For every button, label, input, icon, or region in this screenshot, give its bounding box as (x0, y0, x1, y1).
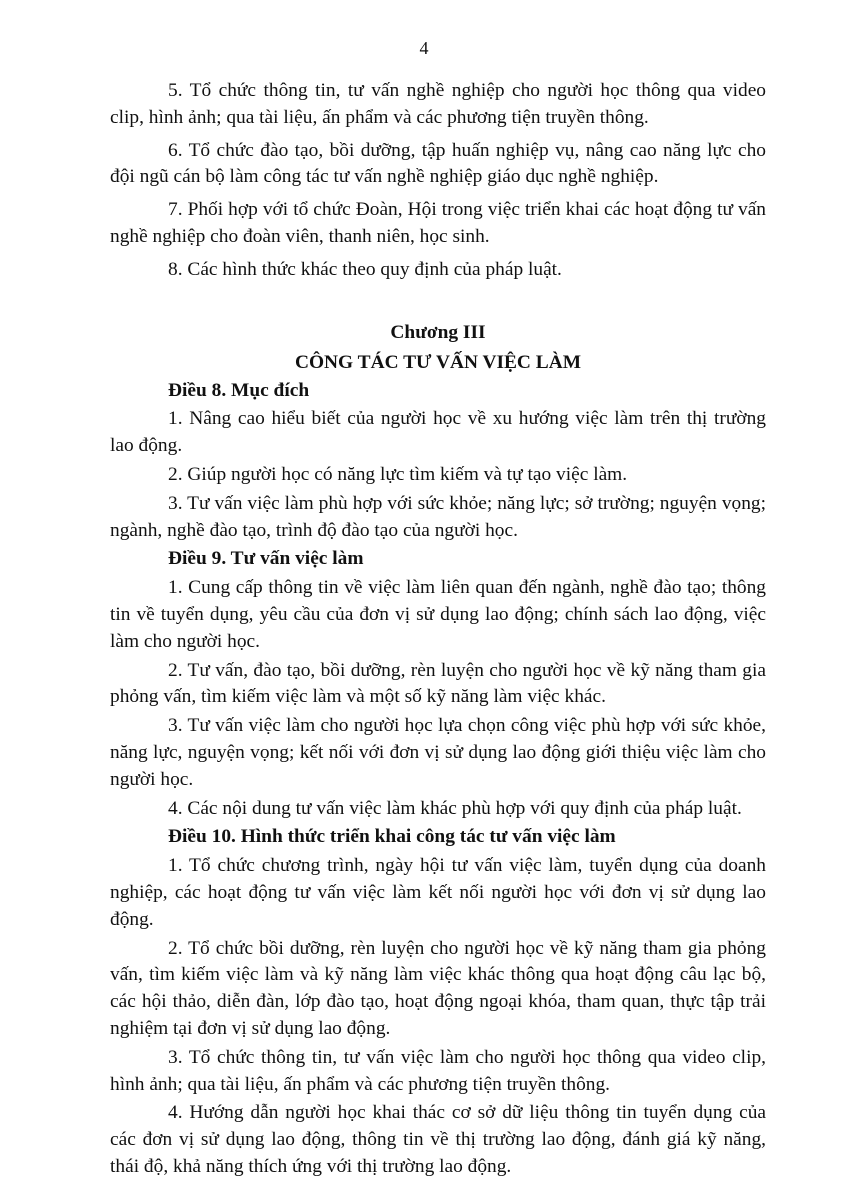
paragraph: 1. Nâng cao hiểu biết của người học về xu hướng việc làm trên thị trường lao động. (110, 408, 766, 457)
paragraph: 2. Tổ chức bồi dưỡng, rèn luyện cho người học về kỹ năng tham gia phỏng vấn, tìm kiếm việc làm và kỹ năng làm việc khác thông qua hoạt động câu lạc bộ, các hội thảo, diễn đàn, lớp đào tạo, hoạt động ngoại khóa, tham quan, thực tập trải nghiệm tại đơn vị sử dụng lao động. (110, 937, 766, 1039)
paragraph: 3. Tư vấn việc làm phù hợp với sức khỏe; năng lực; sở trường; nguyện vọng; ngành, nghề đào tạo, trình độ đào tạo của người học. (110, 492, 766, 541)
article-heading: Điều 10. Hình thức triển khai công tác tư vấn việc làm (168, 826, 616, 848)
paragraph: 5. Tổ chức thông tin, tư vấn nghề nghiệp cho người học thông qua video clip, hình ảnh; qua tài liệu, ấn phẩm và các phương tiện truyền thông. (110, 80, 766, 128)
paragraph: 3. Tổ chức thông tin, tư vấn việc làm cho người học thông qua video clip, hình ảnh; qua tài liệu, ấn phẩm và các phương tiện truyền thông. (110, 1046, 766, 1095)
article-heading: Điều 9. Tư vấn việc làm (168, 548, 364, 570)
document-body (110, 78, 766, 1183)
chapter-number: Chương III (390, 321, 486, 343)
paragraph: 1. Cung cấp thông tin về việc làm liên quan đến ngành, nghề đào tạo; thông tin về tuyển dụng, yêu cầu của đơn vị sử dụng lao động; chính sách lao động, việc làm cho người học. (110, 577, 766, 652)
paragraph: 3. Tư vấn việc làm cho người học lựa chọn công việc phù hợp với sức khỏe, năng lực, nguyện vọng; kết nối với đơn vị sử dụng lao động giới thiệu việc làm cho người học. (110, 715, 766, 790)
paragraph: 2. Giúp người học có năng lực tìm kiếm và tự tạo việc làm. (168, 463, 628, 485)
paragraph: 2. Tư vấn, đào tạo, bồi dưỡng, rèn luyện cho người học về kỹ năng tham gia phỏng vấn, tìm kiếm việc làm và một số kỹ năng làm việc khác. (110, 659, 766, 708)
paragraph: 8. Các hình thức khác theo quy định của pháp luật. (168, 258, 562, 280)
paragraph: 6. Tổ chức đào tạo, bồi dưỡng, tập huấn nghiệp vụ, nâng cao năng lực cho đội ngũ cán bộ làm công tác tư vấn nghề nghiệp giáo dục nghề nghiệp. (110, 139, 766, 188)
page-number: 4 (419, 38, 429, 58)
paragraph: 1. Tổ chức chương trình, ngày hội tư vấn việc làm, tuyển dụng của doanh nghiệp, các hoạt động tư vấn việc làm kết nối người học với đơn vị sử dụng lao động. (110, 855, 766, 930)
article-heading: Điều 8. Mục đích (168, 379, 310, 401)
paragraph: 4. Các nội dung tư vấn việc làm khác phù hợp với quy định của pháp luật. (168, 797, 742, 819)
paragraph: 4. Hướng dẫn người học khai thác cơ sở dữ liệu thông tin tuyển dụng của các đơn vị sử dụng lao động, thông tin về thị trường lao động, đánh giá kỹ năng, thái độ, khả năng thích ứng với thị trường lao động. (110, 1102, 766, 1177)
paragraph: 7. Phối hợp với tổ chức Đoàn, Hội trong việc triển khai các hoạt động tư vấn nghề nghiệp cho đoàn viên, thanh niên, học sinh. (110, 199, 766, 247)
chapter-title: CÔNG TÁC TƯ VẤN VIỆC LÀM (294, 351, 582, 373)
